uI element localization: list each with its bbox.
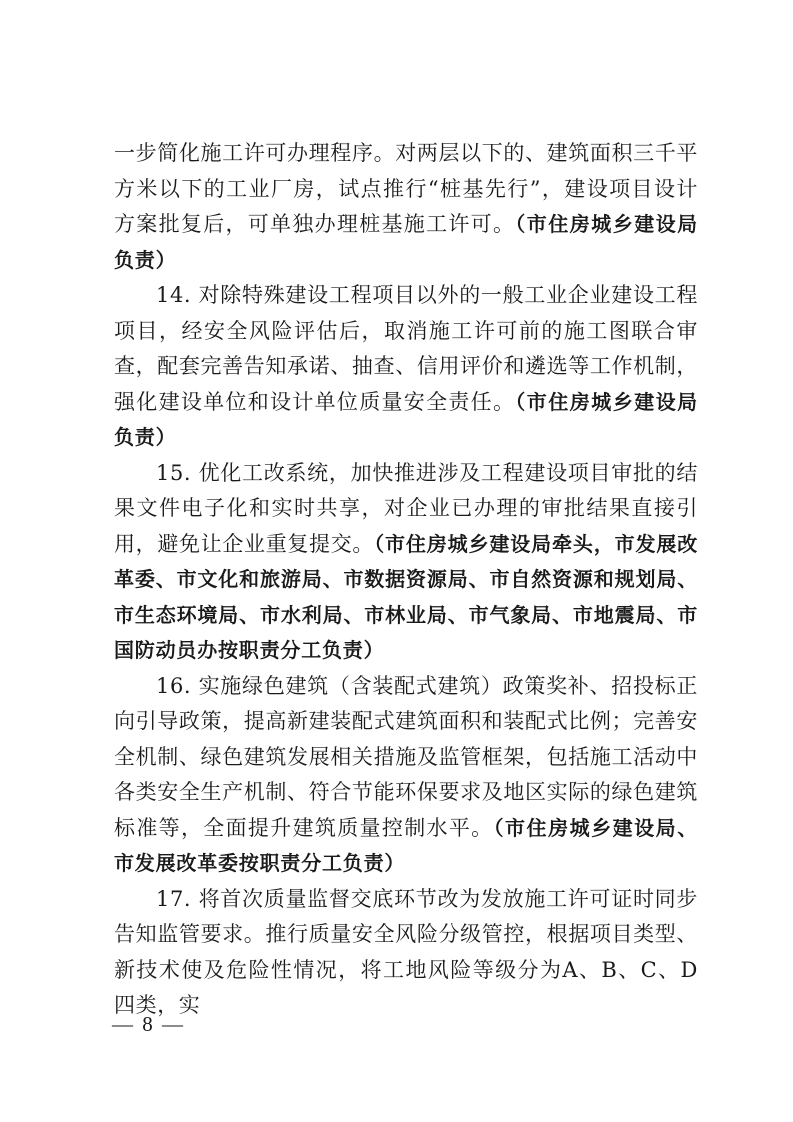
paragraph-item-16 [114,669,698,882]
paragraph-continued [114,136,698,278]
paragraph-item-17 [114,882,698,1024]
responsibility-note: （市住房城乡建设局、市发展改革委按职责分工负责） [114,815,699,875]
paragraph-text: 14. 对除特殊建设工程项目以外的一般工业企业建设工程项目，经安全风险评估后，取消施工许可前的施工图联合审查，配套完善告知承诺、抽查、信用评价和遴选等工作机制，强化建设单位和设计单位质量安全责任。 [114,283,698,414]
responsibility-note: （市住房城乡建设局负责） [114,212,698,272]
paragraph-text: 16. 实施绿色建筑（含装配式建筑）政策奖补、招投标正向引导政策，提高新建装配式建筑面积和装配式比例；完善安全机制、绿色建筑发展相关措施及监管框架，包括施工活动中各类安全生产机制、符合节能环保要求及地区实际的绿色建筑标准等，全面提升建筑质量控制水平。 [114,673,698,840]
paragraph-text: 17. 将首次质量监督交底环节改为发放施工许可证时同步告知监管要求。推行质量安全风险分级管控，根据项目类型、新技术使及危险性情况，将工地风险等级分为A、B、C、D四类，实 [114,886,698,1017]
paragraph-item-15 [114,456,698,669]
page-number: — 8 — [112,1012,185,1036]
responsibility-note: （市住房城乡建设局负责） [114,389,698,449]
document-body [114,136,698,1024]
responsibility-note: （市住房城乡建设局牵头，市发展改革委、市文化和旅游局、市数据资源局、市自然资源和规划局、市生态环境局、市水利局、市林业局、市气象局、市地震局、市国防动员办按职责分工负责） [114,531,698,662]
paragraph-text: 15. 优化工改系统，加快推进涉及工程建设项目审批的结果文件电子化和实时共享，对企业已办理的审批结果直接引用，避免让企业重复提交。 [114,460,698,556]
paragraph-item-14 [114,278,698,456]
paragraph-text: 一步简化施工许可办理程序。对两层以下的、建筑面积三千平方米以下的工业厂房，试点推行“桩基先行”，建设项目设计方案批复后，可单独办理桩基施工许可。 [114,141,698,236]
